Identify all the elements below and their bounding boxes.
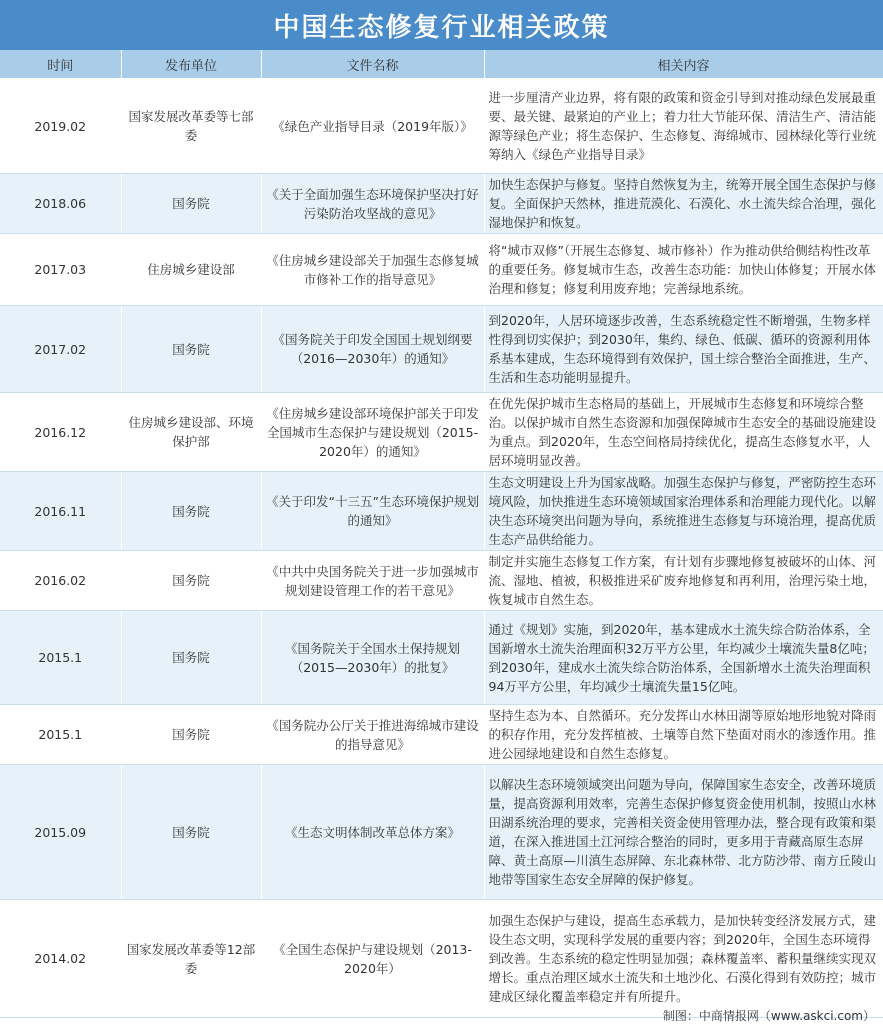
table-row [0,174,883,234]
table-row [0,234,883,306]
page-title: 中国生态修复行业相关政策 [0,0,883,50]
table-row [0,551,883,611]
cell-document: 《生态文明体制改革总体方案》 [261,765,484,900]
header-time: 时间 [0,50,121,79]
cell-document: 《中共中央国务院关于进一步加强城市规划建设管理工作的若干意见》 [261,551,484,611]
cell-publisher: 国务院 [121,472,261,551]
cell-time: 2015.1 [0,611,121,705]
cell-publisher: 国务院 [121,705,261,765]
cell-publisher: 国务院 [121,306,261,393]
cell-time: 2014.02 [0,900,121,1018]
cell-content: 到2020年，人居环境逐步改善，生态系统稳定性不断增强，生物多样性得到切实保护；到2030年，集约、绿色、低碳、循环的资源利用体系基本建成，生态环境得到有效保护，国土综合整治全面推进，生产、生活和生态功能明显提升。 [484,306,883,393]
header-content: 相关内容 [484,50,883,79]
cell-publisher: 国家发展改革委等12部委 [121,900,261,1018]
cell-document: 《国务院办公厅关于推进海绵城市建设的指导意见》 [261,705,484,765]
source-credit: 制图：中商情报网（www.askci.com） [662,1009,875,1023]
cell-publisher: 国务院 [121,551,261,611]
cell-content: 进一步厘清产业边界，将有限的政策和资金引导到对推动绿色发展最重要、最关键、最紧迫的产业上；着力壮大节能环保、清洁生产、清洁能源等绿色产业；将生态保护、生态修复、海绵城市、园林绿化等行业统筹纳入《绿色产业指导目录》 [484,79,883,174]
cell-publisher: 国家发展改革委等七部委 [121,79,261,174]
cell-document: 《国务院关于印发全国国土规划纲要（2016—2030年）的通知》 [261,306,484,393]
cell-content: 加强生态保护与建设，提高生态承载力，是加快转变经济发展方式，建设生态文明，实现科学发展的重要内容；到2020年，全国生态环境得到改善。生态系统的稳定性明显加强；森林覆盖率、蓄积量继续实现双增长。重点治理区域水土流失和土地沙化、石漠化得到有效防控；城市建成区绿化覆盖率稳定并有所提升。 [484,900,883,1018]
cell-content: 通过《规划》实施，到2020年，基本建成水土流失综合防治体系，全国新增水土流失治理面积32万平方公里，年均减少土壤流失量8亿吨；到2030年，建成水土流失综合防治体系，全国新增水土流失治理面积94万平方公里，年均减少土壤流失量15亿吨。 [484,611,883,705]
cell-time: 2019.02 [0,79,121,174]
cell-time: 2017.02 [0,306,121,393]
cell-publisher: 住房城乡建设部 [121,234,261,306]
cell-content: 将“城市双修”（开展生态修复、城市修补）作为推动供给侧结构性改革的重要任务。修复城市生态，改善生态功能：加快山体修复；开展水体治理和修复；修复利用废弃地；完善绿地系统。 [484,234,883,306]
cell-publisher: 国务院 [121,765,261,900]
cell-time: 2018.06 [0,174,121,234]
table-header-row [0,50,883,79]
cell-content: 制定并实施生态修复工作方案，有计划有步骤地修复被破坏的山体、河流、湿地、植被，积极推进采矿废弃地修复和再利用，治理污染土地，恢复城市自然生态。 [484,551,883,611]
cell-document: 《关于全面加强生态环境保护坚决打好污染防治攻坚战的意见》 [261,174,484,234]
cell-document: 《全国生态保护与建设规划（2013-2020年） [261,900,484,1018]
cell-publisher: 住房城乡建设部、环境保护部 [121,393,261,472]
table-row [0,765,883,900]
cell-document: 《住房城乡建设部关于加强生态修复城市修补工作的指导意见》 [261,234,484,306]
cell-content: 坚持生态为本、自然循环。充分发挥山水林田湖等原始地形地貌对降雨的积存作用，充分发挥植被、土壤等自然下垫面对雨水的渗透作用。推进公园绿地建设和自然生态修复。 [484,705,883,765]
cell-time: 2017.03 [0,234,121,306]
cell-publisher: 国务院 [121,611,261,705]
cell-document: 《住房城乡建设部环境保护部关于印发全国城市生态保护与建设规划（2015-2020年）的通知》 [261,393,484,472]
cell-time: 2016.12 [0,393,121,472]
table-row [0,705,883,765]
cell-content: 生态文明建设上升为国家战略。加强生态保护与修复，严密防控生态环境风险，加快推进生态环境领域国家治理体系和治理能力现代化。以解决生态环境突出问题为导向，系统推进生态修复与环境治理，提高优质生态产品供给能力。 [484,472,883,551]
cell-content: 在优先保护城市生态格局的基础上，开展城市生态修复和环境综合整治。以保护城市自然生态资源和加强保障城市生态安全的基础设施建设为重点。到2020年，生态空间格局持续优化，提高生态修复水平，人居环境明显改善。 [484,393,883,472]
cell-time: 2016.02 [0,551,121,611]
table-row [0,393,883,472]
cell-publisher: 国务院 [121,174,261,234]
cell-document: 《国务院关于全国水土保持规划（2015—2030年）的批复》 [261,611,484,705]
table-row [0,79,883,174]
table-row [0,611,883,705]
table-row [0,306,883,393]
header-publisher: 发布单位 [121,50,261,79]
cell-time: 2015.09 [0,765,121,900]
table-row [0,900,883,1018]
cell-content: 加快生态保护与修复。坚持自然恢复为主，统筹开展全国生态保护与修复。全面保护天然林，推进荒漠化、石漠化、水土流失综合治理，强化湿地保护和恢复。 [484,174,883,234]
table-row [0,472,883,551]
cell-document: 《绿色产业指导目录（2019年版）》 [261,79,484,174]
policy-table [0,50,883,1018]
cell-document: 《关于印发“十三五”生态环境保护规划的通知》 [261,472,484,551]
cell-time: 2016.11 [0,472,121,551]
header-document: 文件名称 [261,50,484,79]
cell-time: 2015.1 [0,705,121,765]
cell-content: 以解决生态环境领域突出问题为导向，保障国家生态安全，改善环境质量，提高资源利用效率，完善生态保护修复资金使用机制，按照山水林田湖系统治理的要求，完善相关资金使用管理办法，整合现有政策和渠道，在深入推进国土江河综合整治的同时，更多用于青藏高原生态屏障、黄土高原—川滇生态屏障、东北森林带、北方防沙带、南方丘陵山地带等国家生态安全屏障的保护修复。 [484,765,883,900]
